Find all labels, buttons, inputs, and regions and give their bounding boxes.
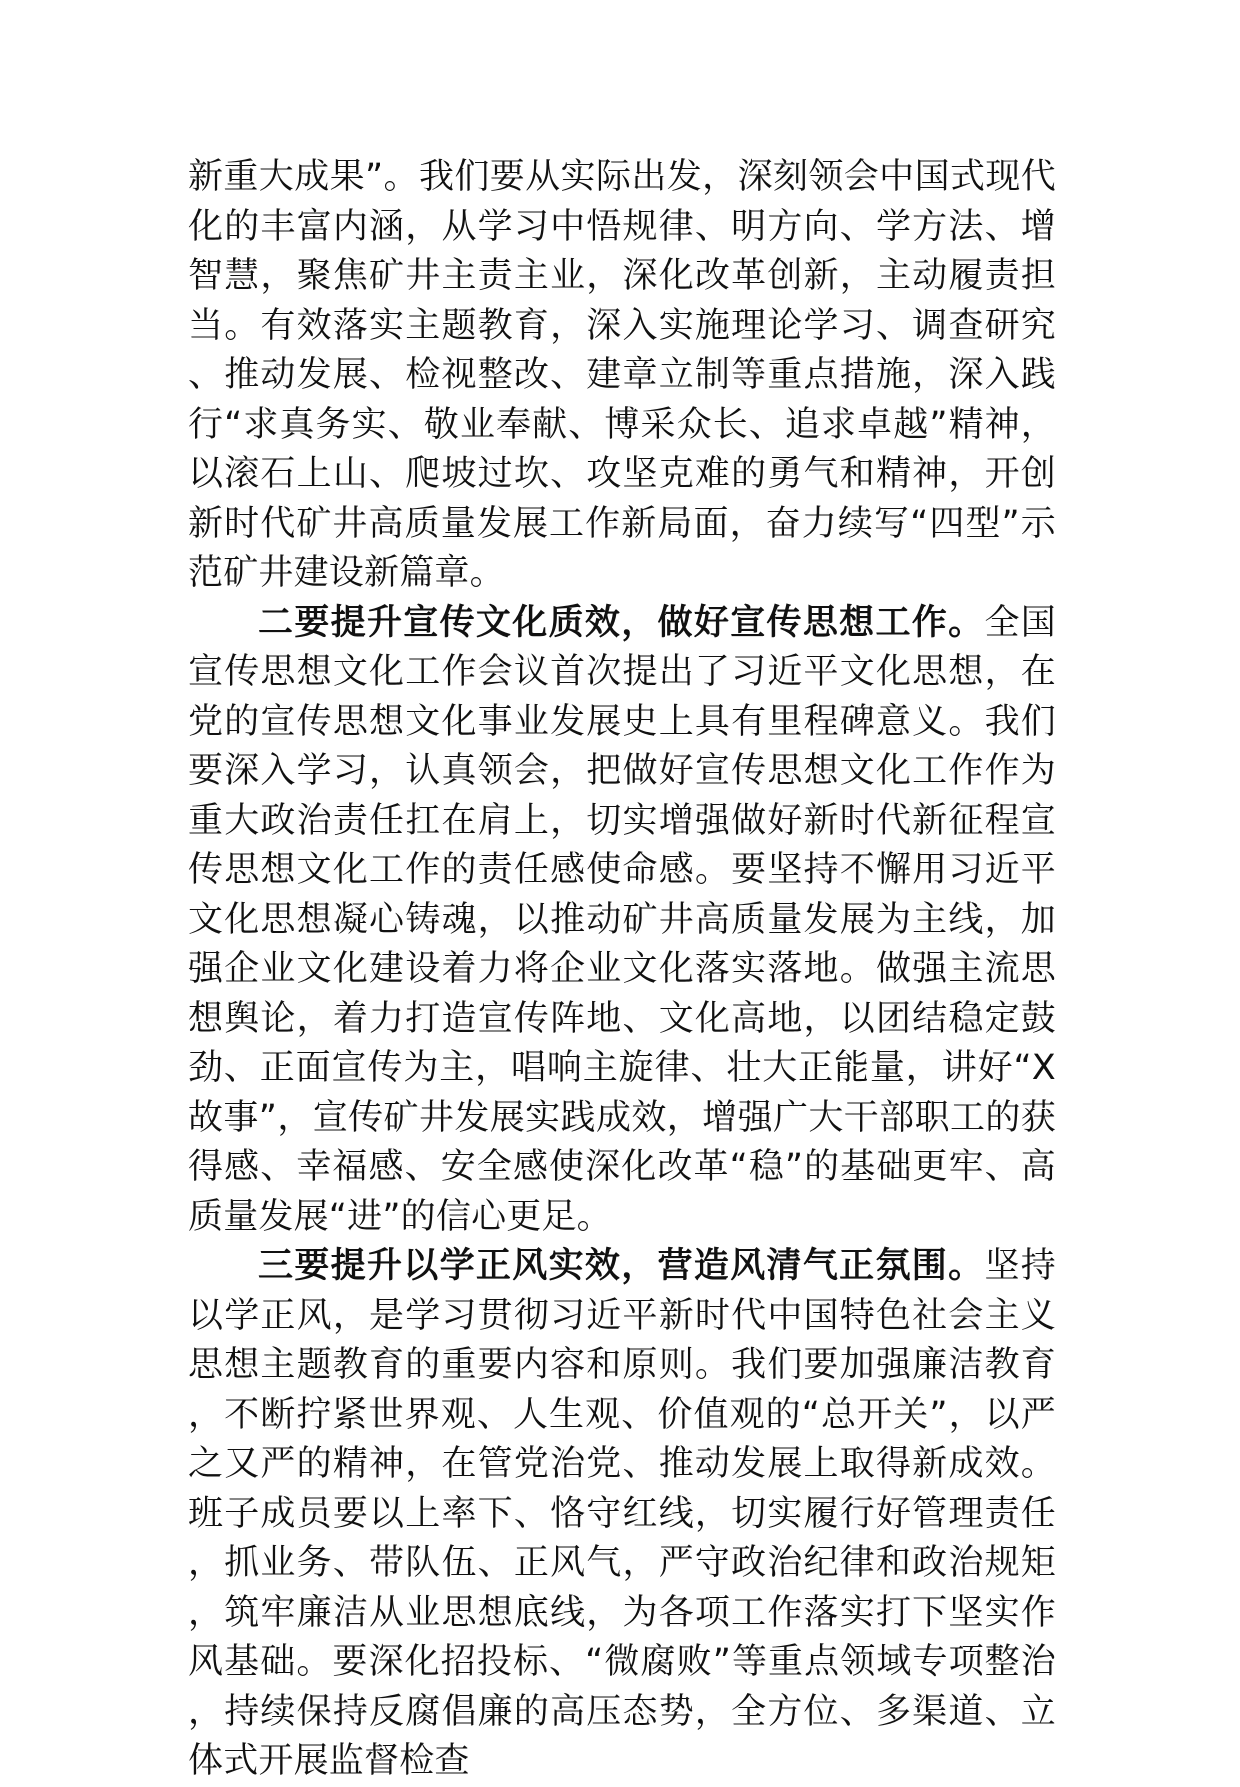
paragraph-body: 全国宣传思想文化工作会议首次提出了习近平文化思想，在党的宣传思想文化事业发展史上具有里程碑意义。我们要深入学习，认真领会，把做好宣传思想文化工作作为重大政治责任扛在肩上，切实增强做好新时代新征程宣传思想文化工作的责任感使命感。要坚持不懈用习近平文化思想凝心铸魂，以推动矿井高质量发展为主线，加强企业文化建设着力将企业文化落实落地。做强主流思想舆论，着力打造宣传阵地、文化高地，以团结稳定鼓劲、正面宣传为主，唱响主旋律、壮大正能量，讲好“X故事”，宣传矿井发展实践成效，增强广大干部职工的获得感、幸福感、安全感使深化改革“稳”的基础更牢、高质量发展“进”的信心更足。 — [188, 602, 1056, 1237]
paragraph-heading: 二要提升宣传文化质效，做好宣传思想工作。 — [258, 602, 985, 643]
paragraph-continued — [188, 153, 1056, 599]
document-page — [188, 153, 1056, 1787]
paragraph-body: 新重大成果”。我们要从实际出发，深刻领会中国式现代化的丰富内涵，从学习中悟规律、明方向、学方法、增智慧，聚焦矿井主责主业，深化改革创新，主动履责担当。有效落实主题教育，深入实施理论学习、调查研究、推动发展、检视整改、建章立制等重点措施，深入践行“求真务实、敬业奉献、博采众长、追求卓越”精神，以滚石上山、爬坡过坎、攻坚克难的勇气和精神，开创新时代矿井高质量发展工作新局面，奋力续写“四型”示范矿井建设新篇章。 — [188, 157, 1056, 593]
paragraph-propaganda — [188, 599, 1056, 1243]
paragraph-heading: 三要提升以学正风实效，营造风清气正氛围。 — [258, 1246, 985, 1286]
paragraph-body: 坚持以学正风，是学习贯彻习近平新时代中国特色社会主义思想主题教育的重要内容和原则。我们要加强廉洁教育，不断拧紧世界观、人生观、价值观的“总开关”，以严之又严的精神，在管党治党、推动发展上取得新成效。班子成员要以上率下、恪守红线，切实履行好管理责任，抓业务、带队伍、正风气，严守政治纪律和政治规矩，筑牢廉洁从业思想底线，为各项工作落实打下坚实作风基础。要深化招投标、“微腐败”等重点领域专项整治，持续保持反腐倡廉的高压态势，全方位、多渠道、立体式开展监督检查 — [188, 1246, 1056, 1781]
paragraph-conduct — [188, 1242, 1056, 1787]
